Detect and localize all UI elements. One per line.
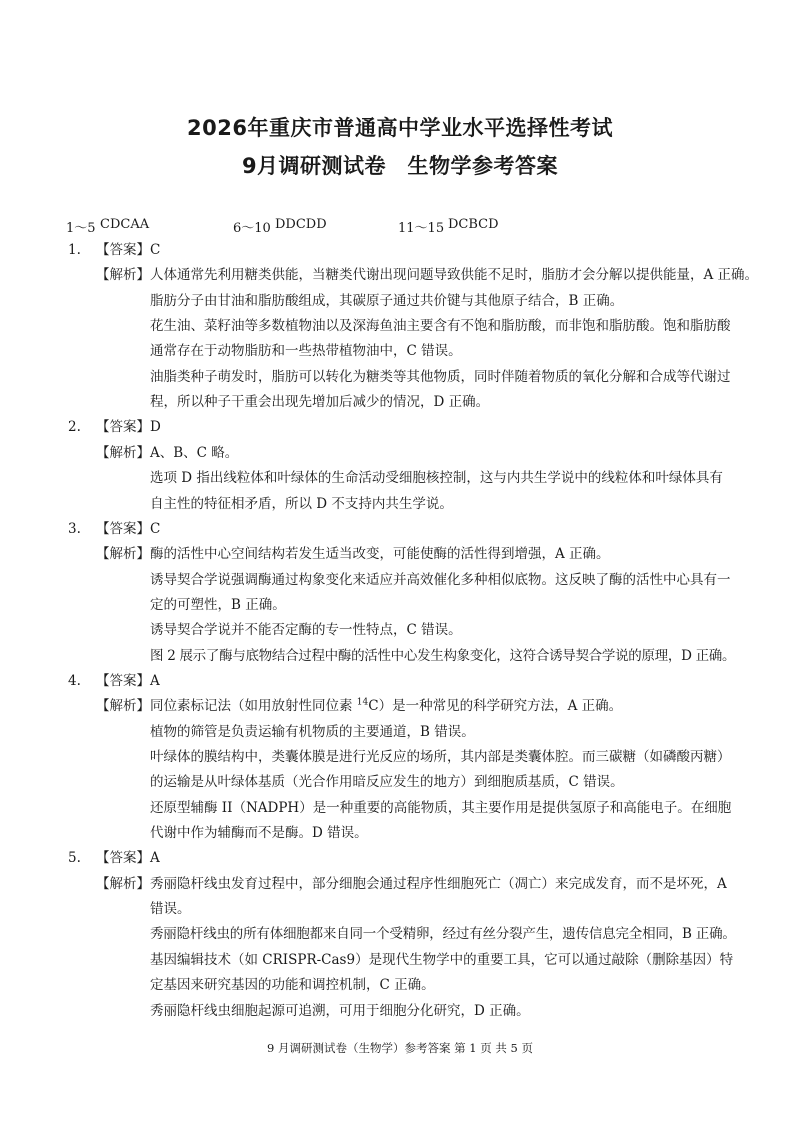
question-number: 1. [68, 242, 81, 258]
analysis-line: 秀丽隐杆线虫细胞起源可追溯，可用于细胞分化研究，D 正确。 [150, 1002, 530, 1019]
answer-key-range: 6～10 [233, 221, 271, 236]
analysis-label: 【解析】 [96, 698, 150, 715]
analysis-line: 定的可塑性，B 正确。 [150, 596, 286, 613]
analysis-text: C）是一种常见的科学研究方法，A 正确。 [368, 698, 623, 715]
question-number: 2. [68, 419, 81, 436]
answer-value: C [150, 520, 161, 537]
analysis-line [150, 696, 622, 716]
analysis-line: 程，所以种子干重会出现先增加后减少的情况，D 正确。 [150, 394, 490, 411]
analysis-line: 叶绿体的膜结构中，类囊体膜是进行光反应的场所，其内部是类囊体腔。而三碳糖（如磷酸丙糖） [150, 749, 731, 765]
answer-value: C [150, 242, 161, 258]
answer-key-answers: CDCAA [100, 217, 150, 232]
analysis-line: 还原型辅酶 II（NADPH）是一种重要的高能物质，其主要作用是提供氢原子和高能电子。在细胞 [150, 799, 732, 816]
analysis-line: 自主性的特征相矛盾，所以 D 不支持内共生学说。 [150, 495, 453, 512]
answer-label: 【答案】 [96, 520, 150, 537]
question-number: 4. [68, 672, 81, 689]
analysis-line: 选项 D 指出线粒体和叶绿体的生命活动受细胞核控制，这与内共生学说中的线粒体和叶绿体具有 [150, 470, 723, 487]
analysis-line: 花生油、菜籽油等多数植物油以及深海鱼油主要含有不饱和脂肪酸，而非饱和脂肪酸。饱和脂肪酸 [150, 318, 731, 335]
analysis-line: 油脂类种子萌发时，脂肪可以转化为糖类等其他物质，同时伴随着物质的氧化分解和合成等代谢过 [150, 368, 731, 385]
analysis-line: 图 2 展示了酶与底物结合过程中酶的活性中心发生构象变化，这符合诱导契合学说的原理，D 正确。 [150, 647, 736, 664]
analysis-line: A、B、C 略。 [150, 444, 239, 461]
analysis-line: 代谢中作为辅酶而不是酶。D 错误。 [150, 825, 368, 842]
analysis-line: 秀丽隐杆线虫的所有体细胞都来自同一个受精卵，经过有丝分裂产生，遗传信息完全相同，B 正确。 [150, 926, 736, 943]
analysis-line: 错误。 [150, 901, 191, 918]
analysis-line: 秀丽隐杆线虫发育过程中，部分细胞会通过程序性细胞死亡（凋亡）来完成发育，而不是坏死，A [150, 875, 727, 892]
analysis-text: 同位素标记法（如用放射性同位素 [150, 698, 357, 715]
answer-label: 【答案】 [96, 672, 150, 689]
answer-label: 【答案】 [96, 419, 150, 436]
answer-subtitle: 9月调研测试卷 生物学参考答案 [241, 154, 559, 178]
question-number: 5. [68, 850, 81, 867]
analysis-line: 酶的活性中心空间结构若发生适当改变，可能使酶的活性得到增强，A 正确。 [150, 546, 610, 563]
analysis-label: 【解析】 [96, 875, 150, 892]
answer-key-range: 1～5 [66, 221, 96, 236]
answer-label: 【答案】 [96, 242, 150, 258]
analysis-line: 诱导契合学说强调酶通过构象变化来适应并高效催化多种相似底物。这反映了酶的活性中心具有一 [150, 571, 731, 588]
analysis-label: 【解析】 [96, 267, 150, 284]
answer-key-answers: DCBCD [448, 217, 499, 232]
analysis-line: 基因编辑技术（如 CRISPR-Cas9）是现代生物学中的重要工具，它可以通过敲除（删除基因）特 [150, 951, 734, 968]
analysis-line: 植物的筛管是负责运输有机物质的主要通道，B 错误。 [150, 723, 475, 740]
analysis-line: 诱导契合学说并不能否定酶的专一性特点，C 错误。 [150, 622, 462, 639]
answer-key-range: 11～15 [398, 221, 445, 236]
answer-value: A [150, 672, 160, 689]
answer-label: 【答案】 [96, 850, 150, 867]
page-footer: 9 月调研测试卷（生物学）参考答案 第 1 页 共 5 页 [266, 1041, 534, 1055]
answer-value: A [150, 850, 160, 867]
analysis-line: 的运输是从叶绿体基质（光合作用暗反应发生的地方）到细胞质基质，C 错误。 [150, 774, 624, 791]
answer-key-answers: DDCDD [275, 217, 327, 232]
analysis-label: 【解析】 [96, 444, 150, 461]
exam-title: 2026年重庆市普通高中学业水平选择性考试 [187, 116, 613, 140]
answer-value: D [150, 419, 161, 436]
analysis-line: 通常存在于动物脂肪和一些热带植物油中，C 错误。 [150, 343, 462, 360]
isotope-superscript: 14 [356, 697, 369, 708]
analysis-line: 定基因来研究基因的功能和调控机制，C 正确。 [150, 977, 435, 994]
analysis-line: 脂肪分子由甘油和脂肪酸组成，其碳原子通过共价键与其他原子结合，B 正确。 [150, 292, 624, 309]
analysis-label: 【解析】 [96, 546, 150, 563]
question-number: 3. [68, 520, 81, 537]
analysis-line: 人体通常先利用糖类供能，当糖类代谢出现问题导致供能不足时，脂肪才会分解以提供能量，A 正确。 [150, 267, 759, 284]
